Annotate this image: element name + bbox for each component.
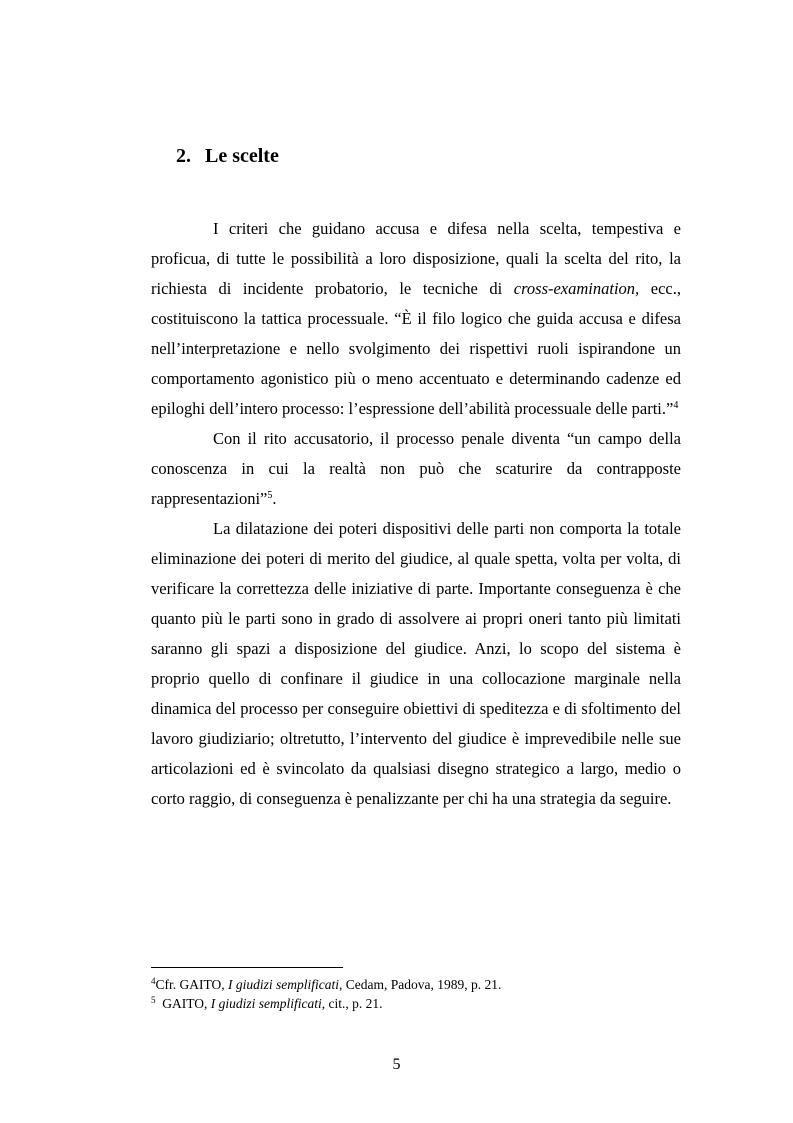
footnote-4-text-b: , Cedam, Padova, 1989, p. 21. xyxy=(339,977,502,992)
paragraph-2-text-b: . xyxy=(272,489,277,508)
paragraph-1-text-b: ecc., costituiscono la tattica processuale. “È il filo logico che guida accusa e difesa nell’interpretazione e nello svolgimento dei rispettivi ruoli ispirandone un comportamento agonistico più o meno accentuato e determinando cadenze ed epiloghi dell’intero processo: l’espressione dell’abilità processuale delle parti.” xyxy=(151,279,681,418)
footnote-ref-5[interactable]: 5 xyxy=(267,490,273,501)
footnote-4-text-a: Cfr. GAITO, xyxy=(155,977,228,992)
paragraph-1-text-a: I criteri che guidano accusa e difesa nella scelta, tempestiva e proficua, di tutte le possibilità a loro disposizione, quali la scelta del rito, la richiesta di incidente probatorio, le tecniche di xyxy=(151,219,681,298)
paragraph-2 xyxy=(151,424,681,514)
footnote-5 xyxy=(151,994,691,1013)
paragraph-1 xyxy=(151,214,681,424)
footnote-5-text-b: , cit., p. 21. xyxy=(321,996,383,1011)
page-number: 5 xyxy=(392,1056,401,1073)
footnote-divider xyxy=(151,967,343,968)
paragraph-1-italic: cross-examination, xyxy=(513,279,640,298)
footnote-4-italic: I giudizi semplificati xyxy=(228,977,339,992)
footnote-5-italic: I giudizi semplificati xyxy=(210,996,322,1011)
section-title: Le scelte xyxy=(205,145,279,167)
section-number: 2. xyxy=(176,145,191,167)
footnote-5-text-a: GAITO, xyxy=(155,996,211,1011)
body-text xyxy=(151,214,681,814)
paragraph-2-text-a: Con il rito accusatorio, il processo penale diventa “un campo della conoscenza in cui la realtà non può che scaturire da contrapposte rappresentazioni” xyxy=(151,429,681,508)
footnote-4 xyxy=(151,975,691,994)
footnote-mark-4: 4 xyxy=(151,976,156,986)
footnote-ref-4[interactable]: 4 xyxy=(673,400,679,411)
footnote-mark-5: 5 xyxy=(151,995,156,1005)
section-heading xyxy=(176,145,279,168)
paragraph-3: La dilatazione dei poteri dispositivi delle parti non comporta la totale eliminazione dei poteri di merito del giudice, al quale spetta, volta per volta, di verificare la correttezza delle iniziative di parte. Importante conseguenza è che quanto più le parti sono in grado di assolvere ai propri oneri tanto più limitati saranno gli spazi a disposizione del giudice. Anzi, lo scopo del sistema è proprio quello di confinare il giudice in una collocazione marginale nella dinamica del processo per conseguire obiettivi di speditezza e di sfoltimento del lavoro giudiziario; oltretutto, l’intervento del giudice è imprevedibile nelle sue articolazioni ed è svincolato da qualsiasi disegno strategico a largo, medio o corto raggio, di conseguenza è penalizzante per chi ha una strategia da seguire. xyxy=(151,519,681,808)
footnotes xyxy=(151,975,691,1013)
